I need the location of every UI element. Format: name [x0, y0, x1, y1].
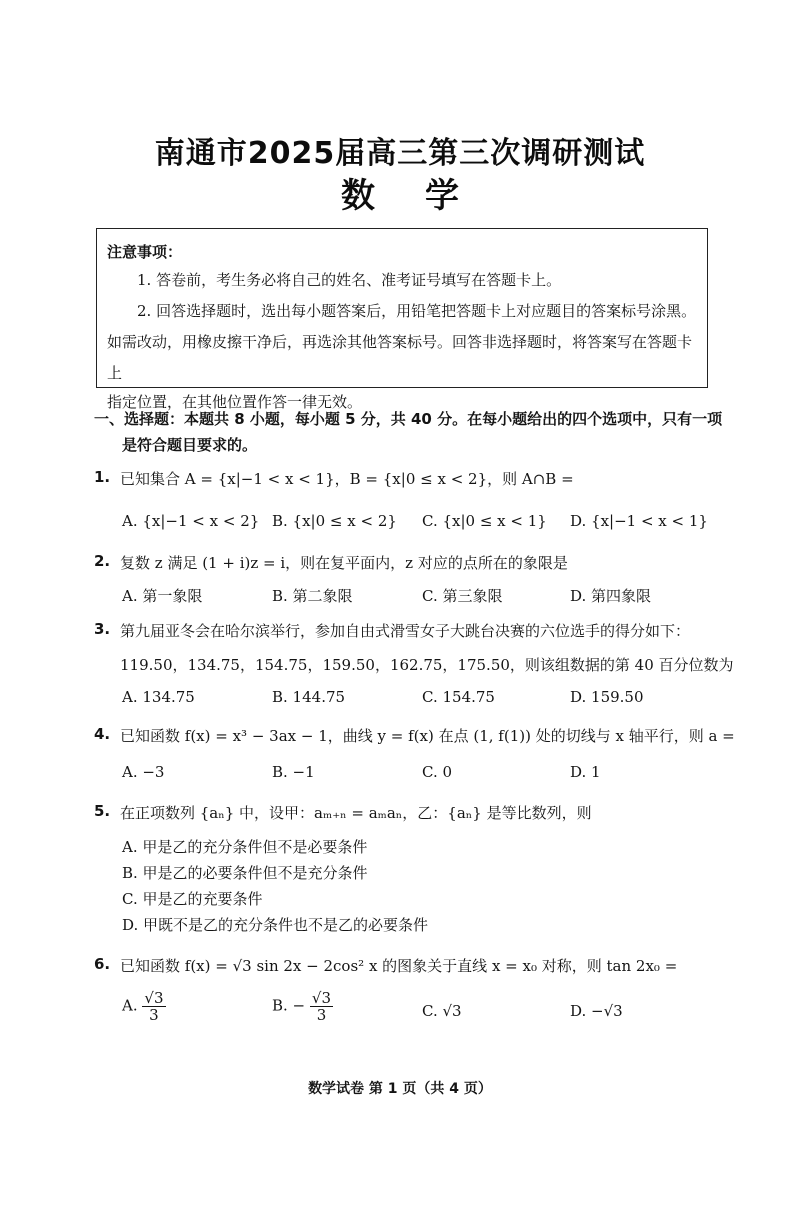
option-c: C. {x|0 ≤ x < 1} [422, 512, 547, 530]
question-number: 5. [94, 802, 111, 820]
option-d: D. −√3 [570, 1002, 623, 1020]
option-b-label: B. − [272, 996, 306, 1015]
question-number: 4. [94, 725, 111, 743]
question-stem: 复数 z 满足 (1 + i)z = i，则在复平面内，z 对应的点所在的象限是 [120, 554, 568, 572]
option-b [272, 990, 333, 1023]
option-a: A. 甲是乙的充分条件但不是必要条件 [122, 838, 368, 856]
option-c: C. √3 [422, 1002, 462, 1020]
subject-title: 数学 [341, 176, 509, 216]
notice-item-2c: 指定位置，在其他位置作答一律无效。 [107, 393, 363, 411]
notice-heading: 注意事项： [107, 243, 183, 261]
option-b: B. 144.75 [272, 688, 346, 706]
option-d: D. 甲既不是乙的充分条件也不是乙的必要条件 [122, 916, 429, 934]
question-stem-cont: 119.50，134.75，154.75，159.50，162.75，175.50，则该组数据的第 40 百分位数为 [120, 656, 734, 674]
option-d: D. 159.50 [570, 688, 644, 706]
option-a: A. 134.75 [122, 688, 195, 706]
question-stem: 在正项数列 {aₙ} 中，设甲：aₘ₊ₙ = aₘaₙ，乙：{aₙ} 是等比数列，则 [120, 804, 592, 822]
notice-box [96, 228, 708, 411]
option-c: C. 154.75 [422, 688, 495, 706]
option-d: D. 1 [570, 763, 601, 781]
fraction-numerator: √3 [311, 989, 332, 1007]
section-heading-line1: 一、选择题：本题共 8 小题，每小题 5 分，共 40 分。在每小题给出的四个选项中，只有一项 [94, 410, 723, 428]
option-a [122, 990, 166, 1023]
exam-title: 南通市2025届高三第三次调研测试 [154, 136, 646, 171]
question-number: 6. [94, 955, 111, 973]
option-a: A. {x|−1 < x < 2} [122, 512, 260, 530]
option-b: B. 甲是乙的必要条件但不是充分条件 [122, 864, 368, 882]
option-d: D. 第四象限 [570, 587, 652, 605]
question-stem: 第九届亚冬会在哈尔滨举行，参加自由式滑雪女子大跳台决赛的六位选手的得分如下： [120, 622, 691, 640]
option-c: C. 第三象限 [422, 587, 503, 605]
page-footer: 数学试卷 第 1 页（共 4 页） [308, 1081, 492, 1097]
option-d: D. {x|−1 < x < 1} [570, 512, 708, 530]
option-c: C. 0 [422, 763, 453, 781]
fraction [142, 990, 165, 1023]
option-b: B. 第二象限 [272, 587, 353, 605]
fraction [310, 990, 333, 1023]
fraction-denominator: 3 [149, 1006, 159, 1024]
notice-item-2b: 如需改动，用橡皮擦干净后，再选涂其他答案标号。回答非选择题时，将答案写在答题卡上 [107, 333, 693, 382]
option-b: B. −1 [272, 763, 315, 781]
section-heading-line2: 是符合题目要求的。 [122, 436, 258, 454]
fraction-denominator: 3 [316, 1006, 327, 1024]
question-number: 3. [94, 620, 111, 638]
option-c: C. 甲是乙的充要条件 [122, 890, 263, 908]
option-b: B. {x|0 ≤ x < 2} [272, 512, 397, 530]
question-stem: 已知函数 f(x) = √3 sin 2x − 2cos² x 的图象关于直线 x = x₀ 对称，则 tan 2x₀ = [120, 957, 678, 975]
question-stem: 已知集合 A = {x|−1 < x < 1}，B = {x|0 ≤ x < 2}，则 A∩B = [120, 470, 574, 488]
question-number: 1. [94, 468, 111, 486]
fraction-numerator: √3 [144, 989, 164, 1007]
notice-item-1: 1. 答卷前，考生务必将自己的姓名、准考证号填写在答题卡上。 [137, 271, 562, 289]
question-number: 2. [94, 552, 111, 570]
option-a-label: A. [122, 996, 138, 1015]
option-a: A. 第一象限 [122, 587, 203, 605]
question-stem: 已知函数 f(x) = x³ − 3ax − 1，曲线 y = f(x) 在点 (1, f(1)) 处的切线与 x 轴平行，则 a = [120, 727, 735, 745]
notice-item-2a: 2. 回答选择题时，选出每小题答案后，用铅笔把答题卡上对应题目的答案标号涂黑。 [137, 302, 697, 320]
option-a: A. −3 [122, 763, 165, 781]
